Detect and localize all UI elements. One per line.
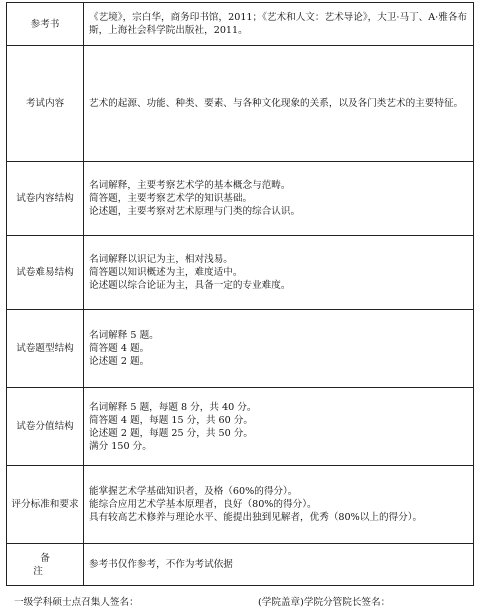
- content-line: 论述题以综合论证为主，具备一定的专业难度。: [89, 280, 291, 291]
- content-line: 名词解释以识记为主，相对浅易。: [89, 254, 233, 265]
- content-line: 能综合应用艺术学基本原理者，良好（80%的得分）。: [89, 499, 317, 510]
- row-label: 试卷难易结构: [7, 236, 84, 310]
- table-row-question-types: [7, 310, 474, 388]
- content-line: 能掌握艺术学基础知识者，及格（60%的得分）。: [89, 486, 298, 497]
- row-content: [84, 3, 474, 46]
- table-row-reference-books: [7, 3, 474, 46]
- table-row-content-structure: [7, 162, 474, 236]
- content-line: 简答题以知识概述为主，难度适中。: [89, 267, 243, 278]
- row-label: 参考书: [7, 3, 84, 46]
- convener-signature-label: 一级学科硕士点召集人签名：: [14, 597, 139, 608]
- content-line: 论述题，主要考察对艺术原理与门类的综合认识。: [89, 206, 301, 217]
- table-row-score-structure: [7, 388, 474, 466]
- content-line: 论述题 2 题。: [89, 356, 150, 367]
- dean-signature-label: (学院盖章)学院分管院长签名：: [258, 597, 391, 608]
- content-line: 满分 150 分。: [89, 440, 152, 452]
- row-label: 考试内容: [7, 46, 84, 162]
- row-content: [84, 544, 474, 586]
- row-label: 评分标准和要求: [7, 466, 84, 544]
- row-content: [84, 46, 474, 162]
- table-row-exam-content: [7, 46, 474, 162]
- content-line: 论述题 2 题，每题 25 分，共 50 分。: [89, 427, 253, 439]
- content-line: 艺术的起源、功能、种类、要素、与各种文化现象的关系，以及各门类艺术的主要特征。: [89, 98, 464, 109]
- row-content: [84, 388, 474, 466]
- row-label: 试卷分值结构: [7, 388, 84, 466]
- content-line: 简答题 4 题。: [89, 343, 150, 354]
- row-content: [84, 466, 474, 544]
- content-line: 名词解释，主要考察艺术学的基本概念与范畴。: [89, 180, 291, 191]
- table-row-difficulty-structure: [7, 236, 474, 310]
- content-line: 《艺境》，宗白华，商务印书馆，2011；《艺术和人文：艺术导论》，大卫·马丁、A·雅各布斯，上海社会科学院出版社，2011。: [89, 12, 468, 36]
- table-row-grading-standards: [7, 466, 474, 544]
- row-content: [84, 162, 474, 236]
- content-line: 参考书仅作参考，不作为考试依据: [89, 559, 233, 570]
- content-line: 名词解释 5 题，每题 8 分，共 40 分。: [89, 401, 257, 413]
- row-label: 试卷内容结构: [7, 162, 84, 236]
- row-content: [84, 236, 474, 310]
- content-line: 具有较高艺术修养与理论水平、能提出独到见解者，优秀（80%以上的得分）。: [89, 512, 423, 523]
- row-label: 试卷题型结构: [7, 310, 84, 388]
- row-label: [7, 544, 84, 586]
- remarks-label: 备 注: [33, 552, 64, 577]
- content-line: 简答题，主要考察艺术学的知识基础。: [89, 193, 253, 204]
- table-row-remarks: [7, 544, 474, 586]
- content-line: 名词解释 5 题。: [89, 330, 159, 341]
- content-line: 简答题 4 题，每题 15 分，共 60 分。: [89, 414, 253, 426]
- signature-area: [14, 596, 474, 612]
- row-content: [84, 310, 474, 388]
- exam-syllabus-table: [6, 2, 474, 586]
